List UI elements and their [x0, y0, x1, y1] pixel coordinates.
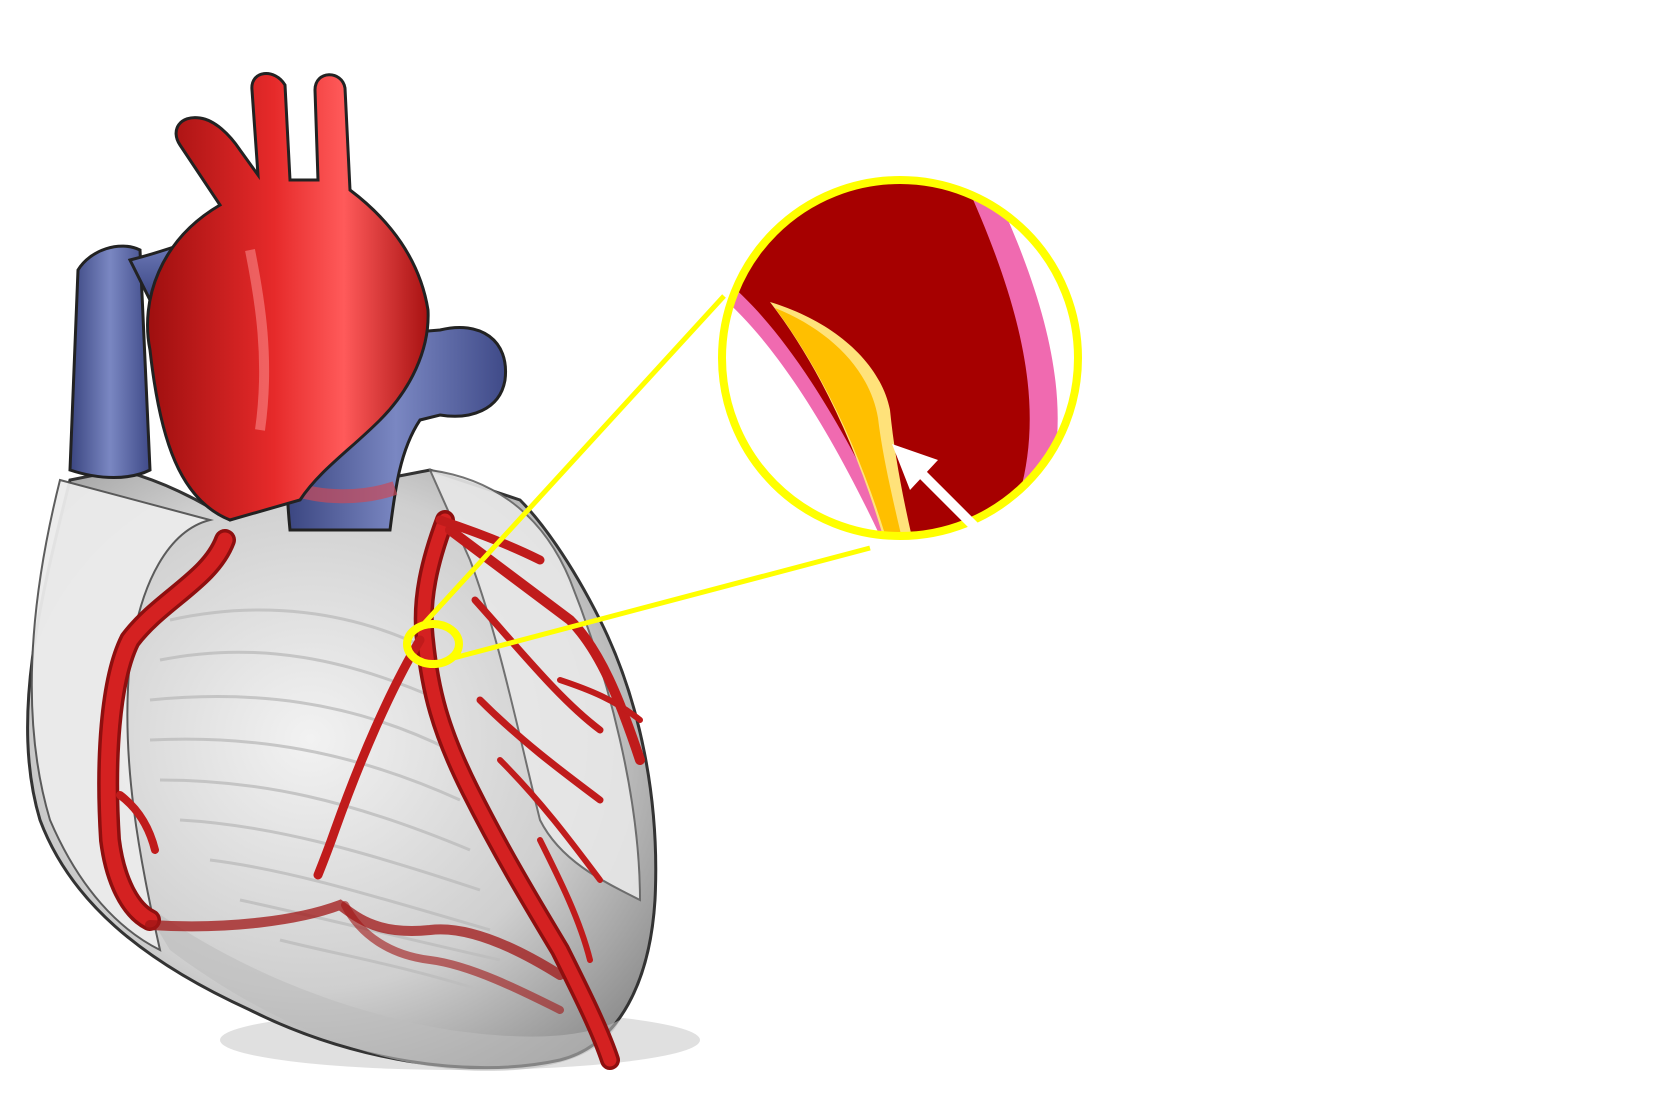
superior-vena-cava — [70, 246, 150, 477]
heart-illustration — [28, 74, 700, 1071]
magnified-view — [700, 160, 1120, 580]
